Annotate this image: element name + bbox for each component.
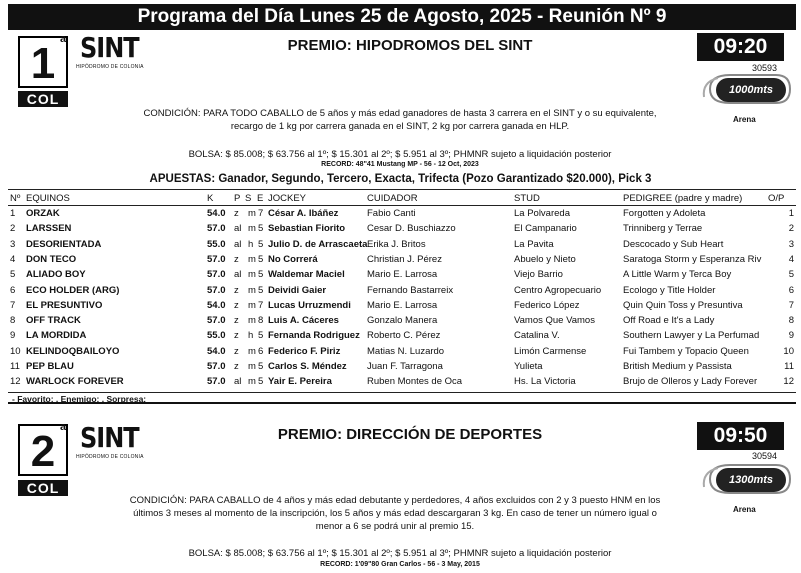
header-e: E bbox=[257, 193, 264, 204]
entry-p: al bbox=[234, 376, 242, 388]
premio-title: PREMIO: DIRECCIÓN DE DEPORTES bbox=[277, 426, 543, 443]
entry-s: m bbox=[248, 345, 256, 357]
entry-weight: 55.0 bbox=[207, 330, 226, 342]
entry-name: OFF TRACK bbox=[26, 315, 81, 327]
entry-jockey: Luis A. Cáceres bbox=[268, 315, 339, 327]
sint-logo: SINT bbox=[80, 31, 139, 65]
record-text: RECORD: 48"41 Mustang MP - 56 - 12 Oct, 2023 bbox=[321, 161, 479, 168]
entry-cuidador: Matias N. Luzardo bbox=[367, 345, 445, 357]
entry-num: 3 bbox=[10, 238, 16, 250]
entry-op: 4 bbox=[788, 253, 794, 265]
entry-e: 5 bbox=[258, 330, 264, 342]
bolsa-text: BOLSA: $ 85.008; $ 63.756 al 1º; $ 15.301 al 2º; $ 5.951 al 3º; PHMNR sujeto a liquidación posterior bbox=[188, 548, 612, 559]
entry-weight: 54.0 bbox=[207, 299, 226, 311]
entry-e: 7 bbox=[258, 208, 264, 219]
entry-pedigree: Fui Tambem y Topacio Queen bbox=[623, 345, 749, 357]
entry-cuidador: Fernando Bastarreix bbox=[367, 284, 454, 296]
entry-p: z bbox=[234, 330, 239, 342]
entry-jockey: Waldemar Maciel bbox=[268, 269, 345, 281]
entry-jockey: César A. Ibáñez bbox=[268, 208, 339, 219]
entry-pedigree: Descocado y Sub Heart bbox=[623, 238, 724, 250]
entry-num: 1 bbox=[10, 208, 16, 219]
sint-logo-subtitle: HIPÓDROMO DE COLONIA bbox=[76, 454, 144, 460]
entry-stud: Centro Agropecuario bbox=[514, 284, 602, 296]
entry-weight: 55.0 bbox=[207, 238, 226, 250]
apuestas-text: APUESTAS: Ganador, Segundo, Tercero, Exacta, Trifecta (Pozo Garantizado $20.000), Pick 3 bbox=[149, 173, 652, 185]
entry-e: 5 bbox=[258, 269, 264, 281]
entry-s: m bbox=[248, 208, 256, 219]
entry-stud: Yulieta bbox=[514, 361, 543, 372]
entry-num: 9 bbox=[10, 330, 16, 342]
entry-num: 12 bbox=[10, 376, 21, 388]
entry-s: m bbox=[248, 361, 256, 372]
entry-num: 6 bbox=[10, 284, 16, 296]
header-pedigree: PEDIGREE (padre y madre) bbox=[623, 193, 743, 204]
entry-s: m bbox=[248, 269, 256, 281]
entry-op: 5 bbox=[788, 269, 794, 281]
distance-badge: 1300mts bbox=[716, 468, 786, 492]
entry-name: ECO HOLDER (ARG) bbox=[26, 284, 120, 296]
footer-favorites: - Favorito: , Enemigo: , Sorpresa: bbox=[8, 392, 796, 404]
sint-logo-subtitle: HIPÓDROMO DE COLONIA bbox=[76, 64, 144, 70]
entry-name: DESORIENTADA bbox=[26, 238, 102, 250]
col-badge: COL bbox=[18, 91, 68, 107]
entry-cuidador: Mario E. Larrosa bbox=[367, 269, 438, 281]
entry-s: m bbox=[248, 223, 256, 235]
entry-op: 11 bbox=[784, 361, 794, 372]
entry-cuidador: Juan F. Tarragona bbox=[367, 361, 443, 372]
entry-e: 5 bbox=[258, 376, 264, 388]
entry-weight: 54.0 bbox=[207, 208, 226, 219]
race-code: 30594 bbox=[752, 451, 778, 461]
entry-op: 2 bbox=[788, 223, 794, 235]
entry-s: m bbox=[248, 284, 256, 296]
entry-s: h bbox=[248, 330, 254, 342]
race-code: 30593 bbox=[752, 63, 778, 73]
entry-cuidador: Christian J. Pérez bbox=[367, 253, 442, 265]
entry-op: 1 bbox=[788, 208, 794, 219]
race-number: 1 bbox=[30, 39, 56, 88]
entry-op: 9 bbox=[788, 330, 794, 342]
entry-name: ORZAK bbox=[26, 208, 60, 219]
entry-e: 5 bbox=[258, 223, 264, 235]
entry-num: 8 bbox=[10, 315, 16, 327]
entry-s: h bbox=[248, 238, 254, 250]
header-num: Nº bbox=[10, 193, 21, 204]
entry-pedigree: Ecologo y Title Holder bbox=[623, 284, 716, 296]
entry-pedigree: Quin Quin Toss y Presuntiva bbox=[623, 299, 743, 311]
header-op: O/P bbox=[768, 193, 785, 204]
entry-pedigree: Southern Lawyer y La Perfumad bbox=[623, 330, 760, 342]
entry-jockey: Carlos S. Méndez bbox=[268, 361, 347, 372]
entry-op: 8 bbox=[788, 315, 794, 327]
entry-stud: Limón Carmense bbox=[514, 345, 587, 357]
entry-name: WARLOCK FOREVER bbox=[26, 376, 124, 388]
entry-name: LARSSEN bbox=[26, 223, 72, 235]
entry-jockey: Fernanda Rodriguez bbox=[268, 330, 360, 342]
entry-s: m bbox=[248, 299, 256, 311]
entry-stud: El Campanario bbox=[514, 223, 577, 235]
entry-stud: Abuelo y Nieto bbox=[514, 253, 576, 265]
entry-num: 7 bbox=[10, 299, 16, 311]
condition-line: recargo de 1 kg por carrera ganada en el SINT, 2 kg por carrera ganada en HLP. bbox=[230, 121, 570, 132]
entry-e: 5 bbox=[258, 361, 264, 372]
entry-jockey: Julio D. de Arrascaeta bbox=[268, 238, 368, 250]
entry-cuidador: Ruben Montes de Oca bbox=[367, 376, 463, 388]
entry-weight: 54.0 bbox=[207, 345, 226, 357]
entry-p: al bbox=[234, 269, 242, 281]
header-p: P bbox=[234, 193, 241, 204]
entry-pedigree: Saratoga Storm y Esperanza Riv bbox=[623, 253, 762, 265]
race-time: 09:20 bbox=[697, 33, 784, 61]
entry-num: 11 bbox=[10, 361, 20, 372]
entry-p: z bbox=[234, 253, 239, 265]
entry-stud: Vamos Que Vamos bbox=[514, 315, 595, 327]
entry-pedigree: Trinniberg y Terrae bbox=[623, 223, 703, 235]
entry-pedigree: A Little Warm y Terca Boy bbox=[623, 269, 732, 281]
surface-label: Arena bbox=[733, 505, 756, 514]
entry-num: 4 bbox=[10, 253, 16, 265]
entry-weight: 57.0 bbox=[207, 269, 226, 281]
entry-weight: 57.0 bbox=[207, 284, 226, 296]
bolsa-text: BOLSA: $ 85.008; $ 63.756 al 1º; $ 15.301 al 2º; $ 5.951 al 3º; PHMNR sujeto a liquidación posterior bbox=[188, 149, 612, 160]
entry-p: z bbox=[234, 208, 239, 219]
entry-p: z bbox=[234, 284, 239, 296]
entry-e: 7 bbox=[258, 299, 264, 311]
entry-op: 3 bbox=[788, 238, 794, 250]
condition-line: menor a 6 se podrá unir al premio 15. bbox=[315, 521, 475, 532]
condition-line: últimos 3 meses al momento de la inscripción, los 5 años y más edad descargaran 3 kg. En caso de tener un número igual o bbox=[133, 508, 657, 519]
entry-pedigree: British Medium y Passista bbox=[623, 361, 732, 372]
entry-num: 10 bbox=[10, 345, 21, 357]
entry-p: z bbox=[234, 315, 239, 327]
entry-weight: 57.0 bbox=[207, 361, 226, 372]
entry-e: 5 bbox=[258, 238, 264, 250]
entry-name: ALIADO BOY bbox=[26, 269, 86, 281]
entry-p: al bbox=[234, 238, 242, 250]
entry-stud: La Polvareda bbox=[514, 208, 570, 219]
entry-stud: Catalina V. bbox=[514, 330, 560, 342]
entry-stud: Hs. La Victoria bbox=[514, 376, 576, 388]
entry-e: 6 bbox=[258, 345, 264, 357]
header-k: K bbox=[207, 193, 214, 204]
entry-name: PEP BLAU bbox=[26, 361, 74, 372]
entry-cuidador: Roberto C. Pérez bbox=[367, 330, 441, 342]
entry-op: 10 bbox=[783, 345, 794, 357]
entry-jockey: No Correrá bbox=[268, 253, 318, 265]
program-banner: Programa del Día Lunes 25 de Agosto, 2025 - Reunión Nº 9 bbox=[8, 4, 796, 30]
race-number-sup: a bbox=[60, 421, 67, 433]
entry-s: m bbox=[248, 253, 256, 265]
race-time: 09:50 bbox=[697, 422, 784, 450]
entry-jockey: Federico F. Piriz bbox=[268, 345, 341, 357]
entry-weight: 57.0 bbox=[207, 315, 226, 327]
entry-s: m bbox=[248, 315, 256, 327]
entry-cuidador: Fabio Canti bbox=[367, 208, 416, 219]
table-header-rule bbox=[8, 205, 796, 206]
entry-jockey: Lucas Urruzmendi bbox=[268, 299, 351, 311]
entry-p: z bbox=[234, 361, 239, 372]
entry-p: z bbox=[234, 299, 239, 311]
entry-pedigree: Off Road e It's a Lady bbox=[623, 315, 715, 327]
condition-line: CONDICIÓN: PARA TODO CABALLO de 5 años y más edad ganadores de hasta 3 carrera en el SINT y o su equivalente, bbox=[143, 108, 657, 119]
header-equinos: EQUINOS bbox=[26, 193, 70, 204]
sint-logo: SINT bbox=[80, 421, 139, 455]
race-number: 2 bbox=[30, 427, 56, 476]
entry-cuidador: Cesar D. Buschiazzo bbox=[367, 223, 456, 235]
entry-weight: 57.0 bbox=[207, 223, 226, 235]
race-number-sup: a bbox=[60, 33, 67, 45]
entry-num: 2 bbox=[10, 223, 16, 235]
entry-op: 6 bbox=[788, 284, 794, 296]
header-jockey: JOCKEY bbox=[268, 193, 307, 204]
entry-name: DON TECO bbox=[26, 253, 77, 265]
entry-cuidador: Erika J. Britos bbox=[367, 238, 426, 250]
entry-s: m bbox=[248, 376, 256, 388]
entry-cuidador: Mario E. Larrosa bbox=[367, 299, 438, 311]
entry-p: al bbox=[234, 223, 242, 235]
entry-stud: Viejo Barrio bbox=[514, 269, 563, 281]
entry-stud: La Pavita bbox=[514, 238, 554, 250]
entry-weight: 57.0 bbox=[207, 253, 226, 265]
entry-pedigree: Forgotten y Adoleta bbox=[623, 208, 706, 219]
record-text: RECORD: 1'09"80 Gran Carlos - 56 - 3 May, 2015 bbox=[320, 561, 480, 568]
entry-num: 5 bbox=[10, 269, 16, 281]
race-condition bbox=[90, 107, 710, 133]
condition-line: CONDICIÓN: PARA CABALLO de 4 años y más edad debutante y perdedores, 4 años excluidos con 2 y 3 puesto HNM en los bbox=[129, 495, 661, 506]
entry-cuidador: Gonzalo Manera bbox=[367, 315, 438, 327]
entry-e: 5 bbox=[258, 253, 264, 265]
table-top-rule bbox=[8, 189, 796, 190]
entry-stud: Federico López bbox=[514, 299, 580, 311]
entry-name: KELINDOQBAILOYO bbox=[26, 345, 120, 357]
entry-p: z bbox=[234, 345, 239, 357]
entry-weight: 57.0 bbox=[207, 376, 226, 388]
entry-op: 7 bbox=[788, 299, 794, 311]
entry-jockey: Yair E. Pereira bbox=[268, 376, 332, 388]
premio-title: PREMIO: HIPODROMOS DEL SINT bbox=[287, 37, 533, 54]
header-s: S bbox=[245, 193, 252, 204]
entry-op: 12 bbox=[783, 376, 794, 388]
surface-label: Arena bbox=[733, 115, 756, 124]
header-cuidador: CUIDADOR bbox=[367, 193, 418, 204]
distance-badge: 1000mts bbox=[716, 78, 786, 102]
entry-e: 5 bbox=[258, 284, 264, 296]
col-badge: COL bbox=[18, 480, 68, 496]
race-condition bbox=[80, 494, 710, 533]
entry-jockey: Sebastian Fiorito bbox=[268, 223, 346, 235]
entry-name: LA MORDIDA bbox=[26, 330, 87, 342]
entry-e: 8 bbox=[258, 315, 264, 327]
entry-pedigree: Brujo de Olleros y Lady Forever bbox=[623, 376, 758, 388]
header-stud: STUD bbox=[514, 193, 540, 204]
entry-jockey: Deividi Gaier bbox=[268, 284, 327, 296]
entry-name: EL PRESUNTIVO bbox=[26, 299, 103, 311]
